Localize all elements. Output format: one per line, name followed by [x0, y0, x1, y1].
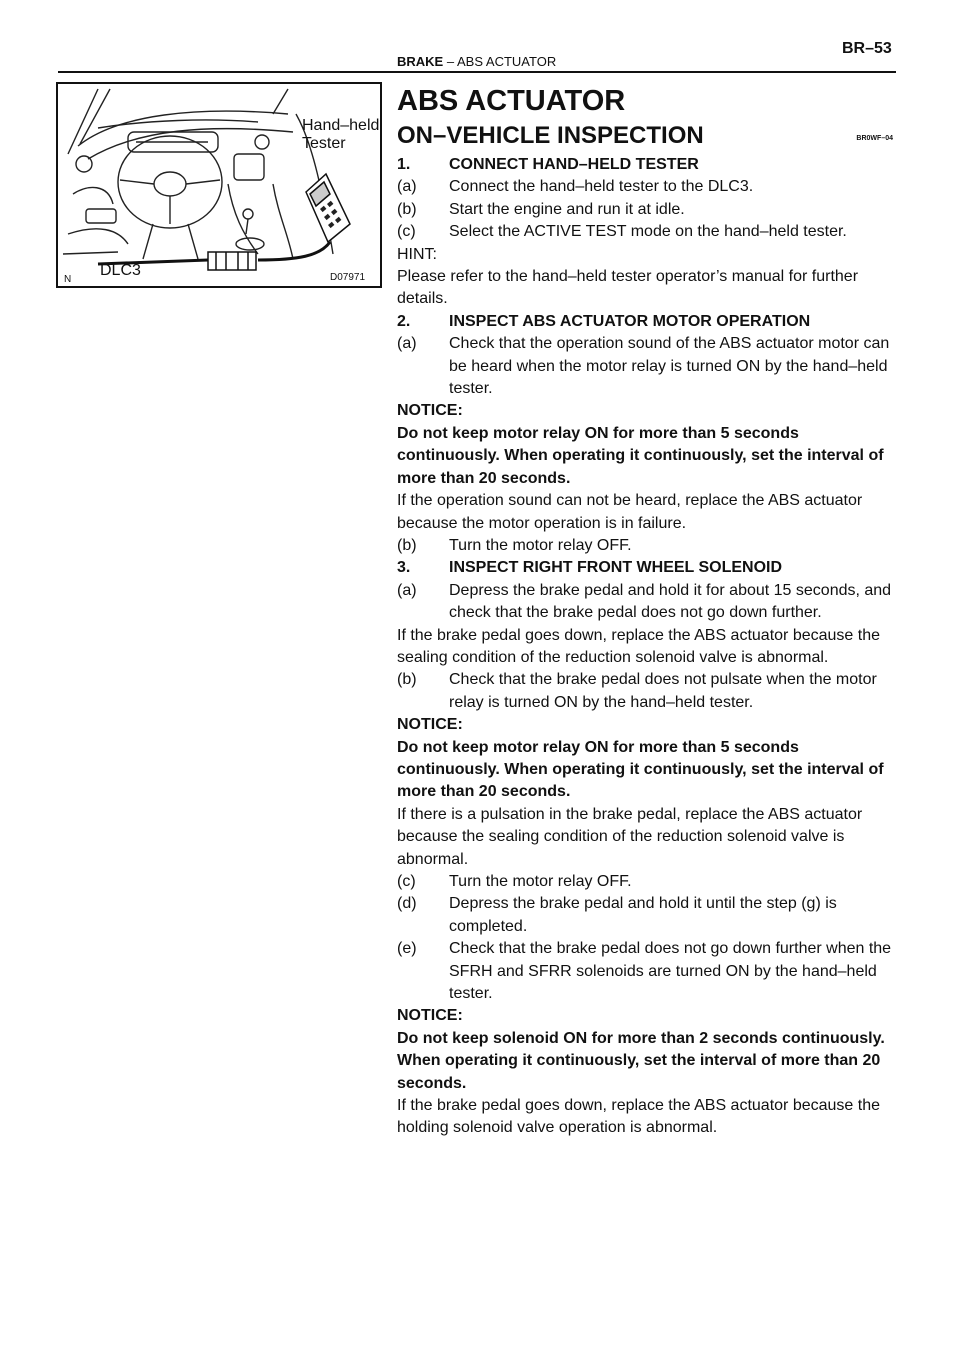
- sub-text: Select the ACTIVE TEST mode on the hand–held tester.: [449, 223, 847, 241]
- sub-text: Check that the brake pedal does not pulsate when the motor relay is turned ON by the hand–held tester.: [449, 671, 877, 711]
- step-number: 3.: [397, 559, 411, 577]
- dashboard-drawing: [58, 84, 380, 286]
- subsection-name: ABS ACTUATOR: [457, 54, 557, 69]
- sub-label: (c): [397, 223, 416, 241]
- page-title: ABS ACTUATOR: [397, 85, 626, 117]
- step-1c: [397, 221, 897, 243]
- sub-label: (d): [397, 895, 417, 913]
- step-1-heading: [397, 154, 897, 176]
- notice-text: Do not keep motor relay ON for more than 5 seconds continuously. When operating it continuously, set the interval of more than 20 seconds.: [397, 424, 884, 487]
- step-1a: [397, 176, 897, 198]
- sub-text: Turn the motor relay OFF.: [449, 873, 632, 890]
- sub-label: (b): [397, 200, 417, 218]
- section-header: [397, 54, 556, 69]
- sub-label: (b): [397, 671, 417, 689]
- sub-label: (a): [397, 335, 417, 353]
- dashboard-illustration: [56, 82, 382, 288]
- connector-label: DLC3: [100, 262, 141, 279]
- notice-label: NOTICE:: [397, 402, 463, 420]
- sub-label: (c): [397, 873, 416, 890]
- notice-text: Do not keep solenoid ON for more than 2 seconds continuously. When operating it continuously, set the interval of more than 20 seconds.: [397, 1029, 885, 1092]
- sub-text: Check that the brake pedal does not go down further when the SFRH and SFRR solenoids are turned ON by the hand–held tester.: [449, 940, 892, 1003]
- result-text: If the operation sound can not be heard, replace the ABS actuator because the motor operation is in failure.: [397, 492, 863, 532]
- step-2-heading: [397, 311, 897, 333]
- sub-text: Check that the operation sound of the ABS actuator motor can be heard when the motor relay is turned ON by the hand–held tester.: [449, 335, 890, 398]
- section-name: BRAKE: [397, 54, 444, 69]
- page-number: BR–53: [842, 40, 892, 57]
- tester-label-line1: Hand–held: [302, 117, 380, 134]
- step-title: INSPECT RIGHT FRONT WHEEL SOLENOID: [449, 559, 783, 577]
- subtitle-row: [397, 120, 897, 152]
- step-3-heading: [397, 557, 897, 579]
- tester-label-line2: Tester: [302, 135, 346, 152]
- hint-label: HINT:: [397, 245, 437, 263]
- sub-label: (a): [397, 581, 417, 599]
- step-1b: [397, 199, 897, 221]
- section-separator: –: [446, 54, 455, 69]
- result-text: If the brake pedal goes down, replace the ABS actuator because the sealing condition of the reduction solenoid valve is abnormal.: [397, 626, 880, 666]
- sub-label: (e): [397, 940, 417, 958]
- sub-label: (b): [397, 536, 417, 554]
- page-subtitle: ON–VEHICLE INSPECTION: [397, 122, 704, 149]
- sub-text: Turn the motor relay OFF.: [449, 536, 632, 554]
- sub-text: Depress the brake pedal and hold it until the step (g) is completed.: [449, 895, 837, 935]
- tester-label: [302, 117, 379, 153]
- corner-mark: N: [64, 274, 72, 285]
- header-rule: [58, 71, 896, 73]
- sub-text: Start the engine and run it at idle.: [449, 200, 685, 218]
- step-3b: [397, 669, 897, 714]
- sub-text: Depress the brake pedal and hold it for about 15 seconds, and check that the brake pedal does not go down further.: [449, 581, 892, 622]
- notice-label: NOTICE:: [397, 716, 463, 734]
- result-text: If there is a pulsation in the brake pedal, replace the ABS actuator because the sealing condition of the reduction solenoid valve is abnormal.: [397, 805, 863, 868]
- document-code: BR0WF–04: [856, 135, 893, 142]
- step-3d: [397, 893, 897, 938]
- step-3e: [397, 938, 897, 1005]
- step-2b: [397, 535, 897, 557]
- notice-text: Do not keep motor relay ON for more than 5 seconds continuously. When operating it continuously, set the interval of more than 20 seconds.: [397, 738, 884, 801]
- step-2a: [397, 333, 897, 400]
- figure-code: D07971: [330, 272, 366, 283]
- step-number: 1.: [397, 156, 411, 173]
- notice-label: NOTICE:: [397, 1007, 463, 1025]
- step-3c: [397, 871, 897, 893]
- step-title: INSPECT ABS ACTUATOR MOTOR OPERATION: [449, 312, 811, 330]
- main-content: [397, 84, 897, 1140]
- sub-label: (a): [397, 178, 417, 196]
- step-3a: [397, 580, 897, 625]
- hint-text: Please refer to the hand–held tester operator’s manual for further details.: [397, 268, 859, 308]
- step-number: 2.: [397, 312, 411, 330]
- sub-text: Connect the hand–held tester to the DLC3.: [449, 178, 754, 196]
- result-text: If the brake pedal goes down, replace the ABS actuator because the holding solenoid valve operation is abnormal.: [397, 1097, 880, 1137]
- step-title: CONNECT HAND–HELD TESTER: [449, 156, 699, 173]
